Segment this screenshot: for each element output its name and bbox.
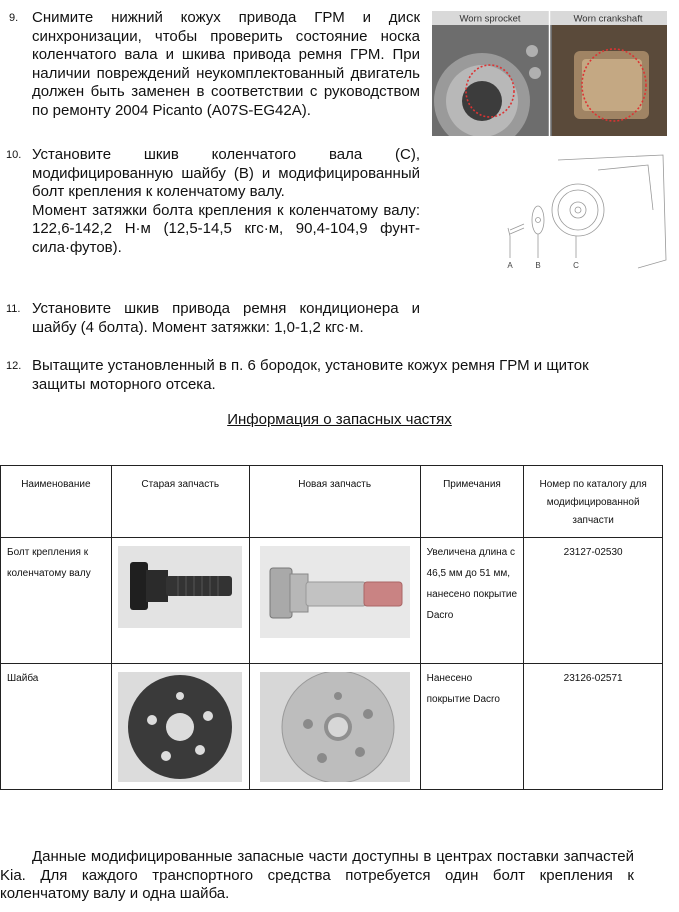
- part-name: Шайба: [1, 664, 112, 790]
- column-header: Старая запчасть: [111, 466, 249, 538]
- part-name: Болт крепления к коленчатому валу: [1, 538, 112, 664]
- new-part-cell: [249, 664, 420, 790]
- torque-spec: Момент затяжки болта крепления к коленчатому валу: 122,6-142,2 Н·м (12,5-14,5 кгс·м, 90,4-104,9 фунт-сила·футов).: [32, 201, 420, 256]
- label-worn-crankshaft: Worn crankshaft: [573, 13, 643, 25]
- step-text: Вытащите установленный в п. 6 бородок, установите кожух ремня ГРМ и щиток защиты моторного отсека.: [32, 357, 589, 393]
- label-a: A: [507, 261, 513, 270]
- column-header: Примечания: [420, 466, 524, 538]
- step-number: 10.: [6, 149, 22, 161]
- part-number: 23126-02571: [524, 664, 663, 790]
- part-number: 23127-02530: [524, 538, 663, 664]
- part-note: Нанесено покрытие Dacro: [420, 664, 524, 790]
- footer-text: Данные модифицированные запасные части доступны в центрах поставки запчастей Kia. Для каждого транспортного средства потребуется один болт крепления к коленчатому валу и одна шайба.: [0, 848, 634, 903]
- assembly-diagram: [498, 150, 668, 275]
- parts-table: [0, 465, 663, 790]
- old-washer-photo: [118, 672, 242, 782]
- table-header-row: [1, 466, 663, 538]
- step-number: 11.: [6, 303, 21, 315]
- new-bolt-photo: [260, 546, 410, 638]
- step-number: 9.: [9, 12, 19, 24]
- label-b: B: [535, 261, 541, 270]
- part-note: Увеличена длина с 46,5 мм до 51 мм, нанесено покрытие Dacro: [420, 538, 524, 664]
- column-header: Наименование: [1, 466, 112, 538]
- label-c: C: [573, 261, 579, 270]
- old-part-cell: [111, 538, 249, 664]
- table-row: [1, 538, 663, 664]
- column-header: Новая запчасть: [249, 466, 420, 538]
- step-number: 12.: [6, 360, 22, 372]
- step-text: Установите шкив коленчатого вала (C), модифицированную шайбу (B) и модифицированный болт крепления к коленчатому валу.: [32, 146, 420, 201]
- old-bolt-photo: [118, 546, 242, 628]
- table-row: [1, 664, 663, 790]
- step-text: Установите шкив привода ремня кондиционера и шайбу (4 болта). Момент затяжки: 1,0-1,2 кгс·м.: [32, 300, 420, 336]
- new-washer-photo: [260, 672, 410, 782]
- label-worn-sprocket: Worn sprocket: [459, 13, 521, 25]
- section-heading: Информация о запасных частях: [227, 411, 452, 428]
- column-header: Номер по каталогу для модифицированной запчасти: [524, 466, 663, 538]
- new-part-cell: [249, 538, 420, 664]
- worn-parts-photo: [432, 11, 667, 136]
- step-text: Снимите нижний кожух привода ГРМ и диск синхронизации, чтобы проверить состояние носка коленчатого вала и шкива привода ремня ГРМ. При наличии повреждений неукомплектованный двигатель должен быть заменен в соответствии с руководством по ремонту 2004 Picanto (A07S-EG42A).: [32, 9, 420, 119]
- old-part-cell: [111, 664, 249, 790]
- availability-note: [0, 848, 634, 904]
